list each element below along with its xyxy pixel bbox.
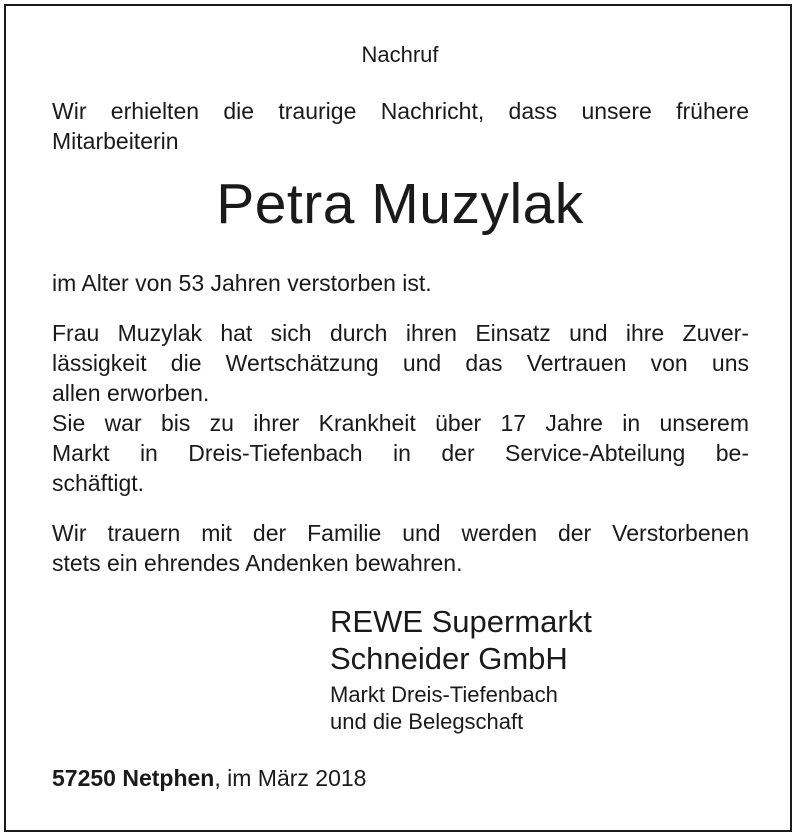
company-name-line-2: Schneider GmbH bbox=[330, 641, 568, 676]
paragraph2-line-1: Wir trauern mit der Familie und werden der Verstorbenen bbox=[52, 520, 749, 546]
age-line: im Alter von 53 Jahren verstorben ist. bbox=[52, 270, 432, 296]
paragraph1-line-4: Sie war bis zu ihrer Krankheit über 17 Jahre in unserem bbox=[52, 410, 749, 436]
place: 57250 Netphen bbox=[52, 765, 215, 791]
deceased-name: Petra Muzylak bbox=[216, 172, 584, 236]
paragraph1-line-5: Markt in Dreis-Tiefenbach in der Service-Abteilung be- bbox=[52, 440, 749, 466]
intro-line-2: Mitarbeiterin bbox=[52, 128, 179, 154]
intro-line-1: Wir erhielten die traurige Nachricht, dass unsere frühere bbox=[52, 98, 749, 124]
notice-heading: Nachruf bbox=[361, 42, 439, 67]
company-name-line-1: REWE Supermarkt bbox=[330, 604, 592, 639]
paragraph1-line-2: lässigkeit die Wertschätzung und das Vertrauen von uns bbox=[52, 350, 749, 376]
company-location: Markt Dreis-Tiefenbach bbox=[330, 682, 558, 707]
paragraph2-line-2: stets ein ehrendes Andenken bewahren. bbox=[52, 550, 463, 576]
paragraph1-line-6: schäftigt. bbox=[52, 470, 145, 496]
date-text: , im März 2018 bbox=[214, 765, 367, 791]
paragraph1-line-3: allen erworben. bbox=[52, 380, 210, 406]
company-staff: und die Belegschaft bbox=[330, 709, 524, 734]
paragraph1-line-1: Frau Muzylak hat sich durch ihren Einsatz und ihre Zuver- bbox=[52, 320, 749, 346]
place-date-line bbox=[52, 763, 366, 793]
